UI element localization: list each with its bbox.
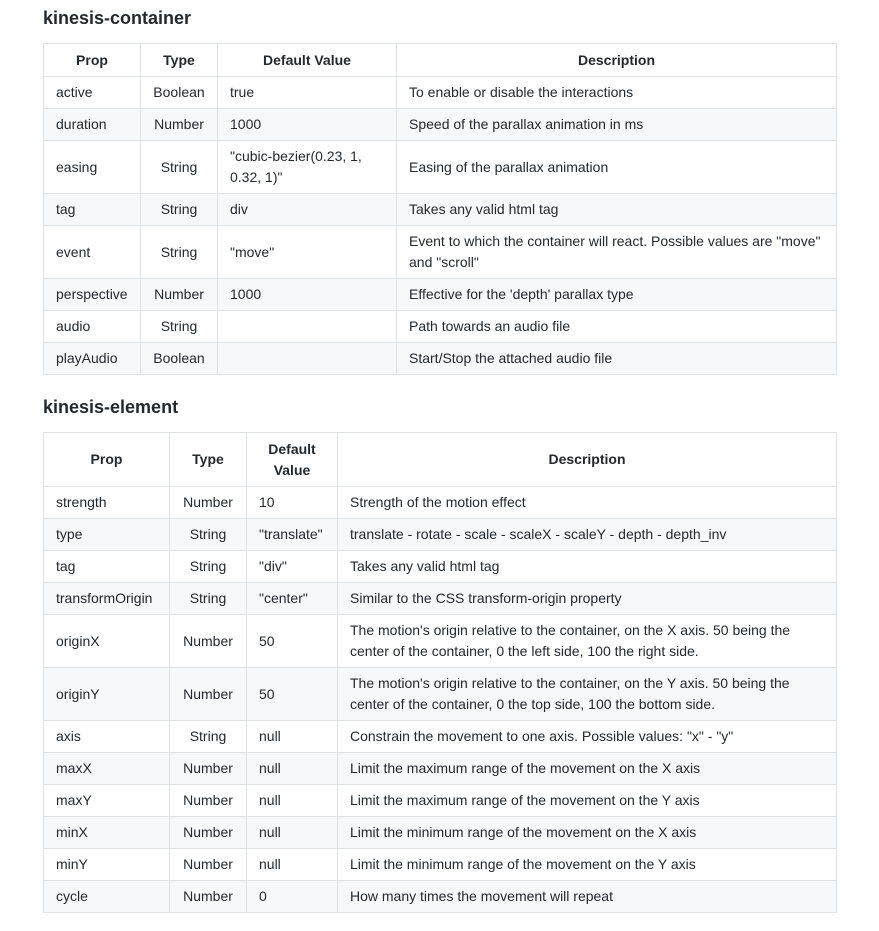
table-header-row (44, 44, 837, 77)
prop-cell: tag (44, 194, 141, 226)
default-cell: 10 (247, 487, 338, 519)
table-row (44, 785, 837, 817)
prop-cell: minX (44, 817, 170, 849)
type-cell: Number (170, 753, 247, 785)
prop-cell: easing (44, 141, 141, 194)
type-cell: Boolean (141, 343, 218, 375)
default-cell: true (218, 77, 397, 109)
prop-cell: transformOrigin (44, 583, 170, 615)
type-cell: String (170, 583, 247, 615)
type-cell: Number (170, 615, 247, 668)
prop-cell: strength (44, 487, 170, 519)
element-props-table (43, 432, 837, 913)
description-cell: Path towards an audio file (397, 311, 837, 343)
header-description: Description (338, 433, 837, 487)
type-cell: Number (170, 817, 247, 849)
default-cell: 1000 (218, 109, 397, 141)
default-cell: 50 (247, 668, 338, 721)
description-cell: To enable or disable the interactions (397, 77, 837, 109)
header-default: Default Value (218, 44, 397, 77)
header-default: Default Value (247, 433, 338, 487)
prop-cell: originX (44, 615, 170, 668)
prop-cell: event (44, 226, 141, 279)
table-row (44, 279, 837, 311)
description-cell: Easing of the parallax animation (397, 141, 837, 194)
type-cell: Number (170, 881, 247, 913)
header-type: Type (141, 44, 218, 77)
default-cell: 50 (247, 615, 338, 668)
header-type: Type (170, 433, 247, 487)
table-row (44, 817, 837, 849)
description-cell: Speed of the parallax animation in ms (397, 109, 837, 141)
prop-cell: cycle (44, 881, 170, 913)
type-cell: String (141, 194, 218, 226)
description-cell: The motion's origin relative to the container, on the Y axis. 50 being the center of the container, 0 the top side, 100 the bottom side. (338, 668, 837, 721)
type-cell: Boolean (141, 77, 218, 109)
table-row (44, 141, 837, 194)
default-cell (218, 311, 397, 343)
header-description: Description (397, 44, 837, 77)
type-cell: Number (170, 487, 247, 519)
description-cell: Takes any valid html tag (397, 194, 837, 226)
type-cell: Number (170, 785, 247, 817)
table-row (44, 77, 837, 109)
header-prop: Prop (44, 433, 170, 487)
description-cell: Similar to the CSS transform-origin property (338, 583, 837, 615)
container-props-table (43, 43, 837, 375)
table-row (44, 194, 837, 226)
table-header-row (44, 433, 837, 487)
description-cell: Limit the maximum range of the movement on the Y axis (338, 785, 837, 817)
default-cell: null (247, 785, 338, 817)
default-cell: null (247, 849, 338, 881)
description-cell: Limit the minimum range of the movement on the Y axis (338, 849, 837, 881)
prop-cell: maxY (44, 785, 170, 817)
description-cell: Start/Stop the attached audio file (397, 343, 837, 375)
table-row (44, 668, 837, 721)
default-cell: 0 (247, 881, 338, 913)
type-cell: Number (170, 668, 247, 721)
description-cell: Limit the minimum range of the movement on the X axis (338, 817, 837, 849)
table-row (44, 881, 837, 913)
table-row (44, 615, 837, 668)
table-row (44, 109, 837, 141)
description-cell: translate - rotate - scale - scaleX - scaleY - depth - depth_inv (338, 519, 837, 551)
default-cell (218, 343, 397, 375)
description-cell: The motion's origin relative to the container, on the X axis. 50 being the center of the container, 0 the left side, 100 the right side. (338, 615, 837, 668)
prop-cell: playAudio (44, 343, 141, 375)
table-row (44, 583, 837, 615)
table-row (44, 849, 837, 881)
prop-cell: audio (44, 311, 141, 343)
table-row (44, 343, 837, 375)
default-cell: "move" (218, 226, 397, 279)
table-row (44, 519, 837, 551)
description-cell: How many times the movement will repeat (338, 881, 837, 913)
default-cell: "cubic-bezier(0.23, 1, 0.32, 1)" (218, 141, 397, 194)
type-cell: String (170, 551, 247, 583)
description-cell: Limit the maximum range of the movement on the X axis (338, 753, 837, 785)
container-heading: kinesis-container (43, 8, 192, 28)
prop-cell: originY (44, 668, 170, 721)
table-row (44, 551, 837, 583)
default-cell: null (247, 817, 338, 849)
element-heading: kinesis-element (43, 397, 179, 417)
type-cell: String (141, 141, 218, 194)
default-cell: null (247, 753, 338, 785)
default-cell: "div" (247, 551, 338, 583)
description-cell: Effective for the 'depth' parallax type (397, 279, 837, 311)
table-row (44, 721, 837, 753)
header-prop: Prop (44, 44, 141, 77)
default-cell: 1000 (218, 279, 397, 311)
prop-cell: duration (44, 109, 141, 141)
default-cell: div (218, 194, 397, 226)
prop-cell: minY (44, 849, 170, 881)
prop-cell: type (44, 519, 170, 551)
table-row (44, 753, 837, 785)
table-row (44, 311, 837, 343)
type-cell: String (141, 226, 218, 279)
prop-cell: axis (44, 721, 170, 753)
description-cell: Takes any valid html tag (338, 551, 837, 583)
table-row (44, 226, 837, 279)
prop-cell: tag (44, 551, 170, 583)
type-cell: Number (141, 109, 218, 141)
prop-cell: active (44, 77, 141, 109)
type-cell: String (141, 311, 218, 343)
description-cell: Constrain the movement to one axis. Possible values: "x" - "y" (338, 721, 837, 753)
description-cell: Event to which the container will react. Possible values are "move" and "scroll" (397, 226, 837, 279)
default-cell: "translate" (247, 519, 338, 551)
default-cell: null (247, 721, 338, 753)
type-cell: String (170, 519, 247, 551)
prop-cell: maxX (44, 753, 170, 785)
type-cell: Number (141, 279, 218, 311)
description-cell: Strength of the motion effect (338, 487, 837, 519)
default-cell: "center" (247, 583, 338, 615)
type-cell: String (170, 721, 247, 753)
table-row (44, 487, 837, 519)
type-cell: Number (170, 849, 247, 881)
prop-cell: perspective (44, 279, 141, 311)
